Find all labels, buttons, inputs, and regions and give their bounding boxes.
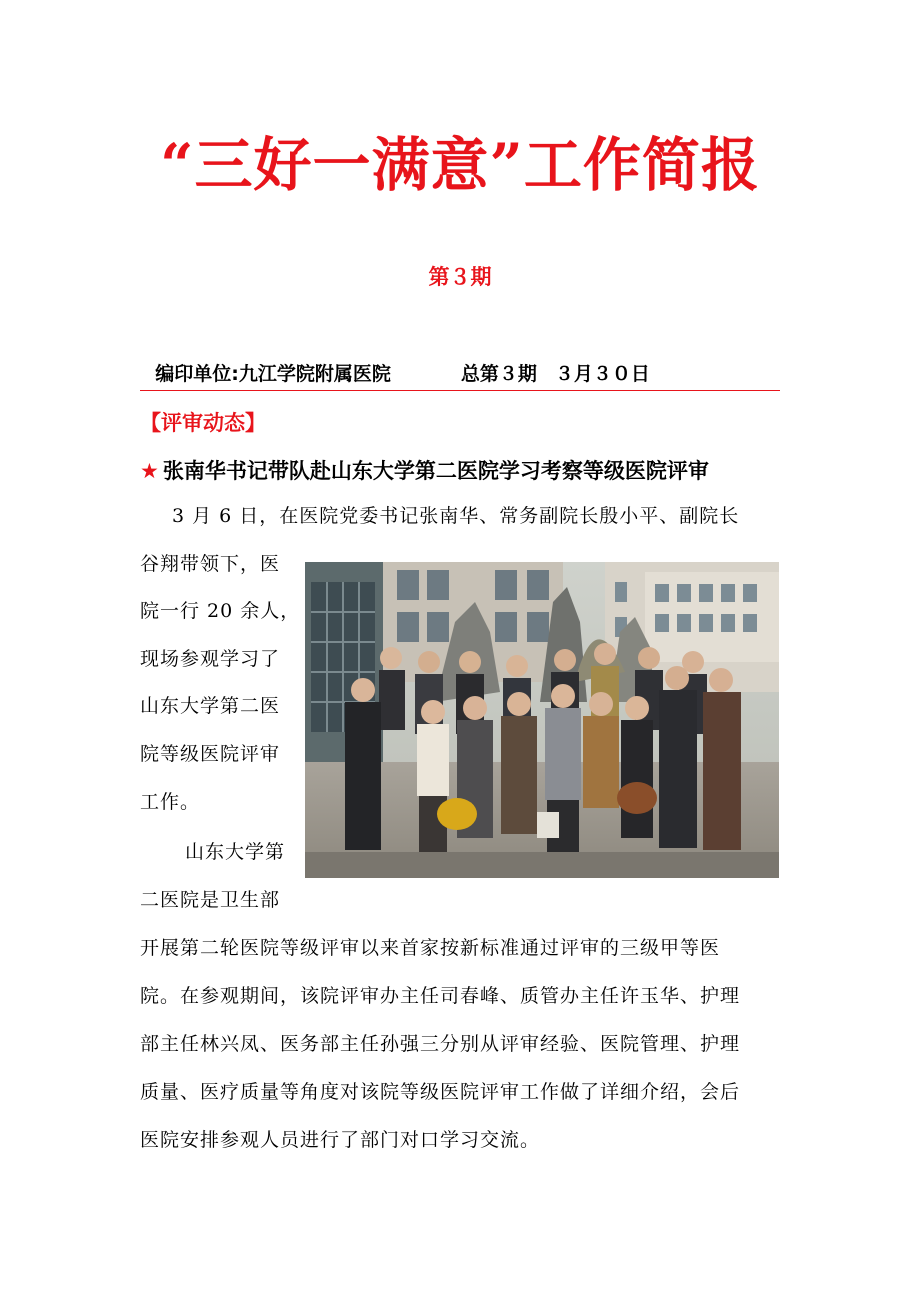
- publish-date: ３月３０日: [554, 363, 650, 385]
- star-icon: ★: [140, 459, 159, 483]
- article-headline: [140, 455, 709, 485]
- publisher: 编印单位:九江学院附属医院: [155, 363, 391, 385]
- page-title: “三好一满意”工作简报: [160, 131, 760, 199]
- divider-line: [140, 390, 780, 391]
- article-line: 山东大学第二医: [140, 695, 281, 717]
- masthead-meta: [142, 337, 650, 386]
- total-issue: 总第３期: [460, 363, 537, 385]
- headline-text: 张南华书记带队赴山东大学第二医院学习考察等级医院评审: [162, 459, 709, 483]
- article-line: 开展第二轮医院等级评审以来首家按新标准通过评审的三级甲等医: [140, 937, 721, 959]
- article-line: 3 月 6 日，在医院党委书记张南华、常务副院长殷小平、副院长: [172, 505, 740, 527]
- article-line: 二医院是卫生部: [140, 889, 281, 911]
- section-label: 【评审动态】: [140, 411, 266, 435]
- group-photo: [305, 562, 779, 878]
- article-line: 谷翔带领下，医: [140, 553, 281, 575]
- article-line: 山东大学第: [185, 841, 286, 863]
- article-line: 现场参观学习了: [140, 648, 281, 670]
- article-line: 院一行 20 余人，: [140, 600, 301, 622]
- article-line: 质量、医疗质量等角度对该院等级医院评审工作做了详细介绍，会后: [140, 1081, 741, 1103]
- article-line: 部主任林兴凤、医务部主任孙强三分别从评审经验、医院管理、护理: [140, 1033, 741, 1055]
- article-line: 院等级医院评审: [140, 743, 281, 765]
- article-line: 工作。: [140, 791, 201, 813]
- article-line: 医院安排参观人员进行了部门对口学习交流。: [140, 1129, 541, 1151]
- issue-number: 第３期: [428, 265, 492, 289]
- article-line: 院。在参观期间，该院评审办主任司春峰、质管办主任许玉华、护理: [140, 985, 741, 1007]
